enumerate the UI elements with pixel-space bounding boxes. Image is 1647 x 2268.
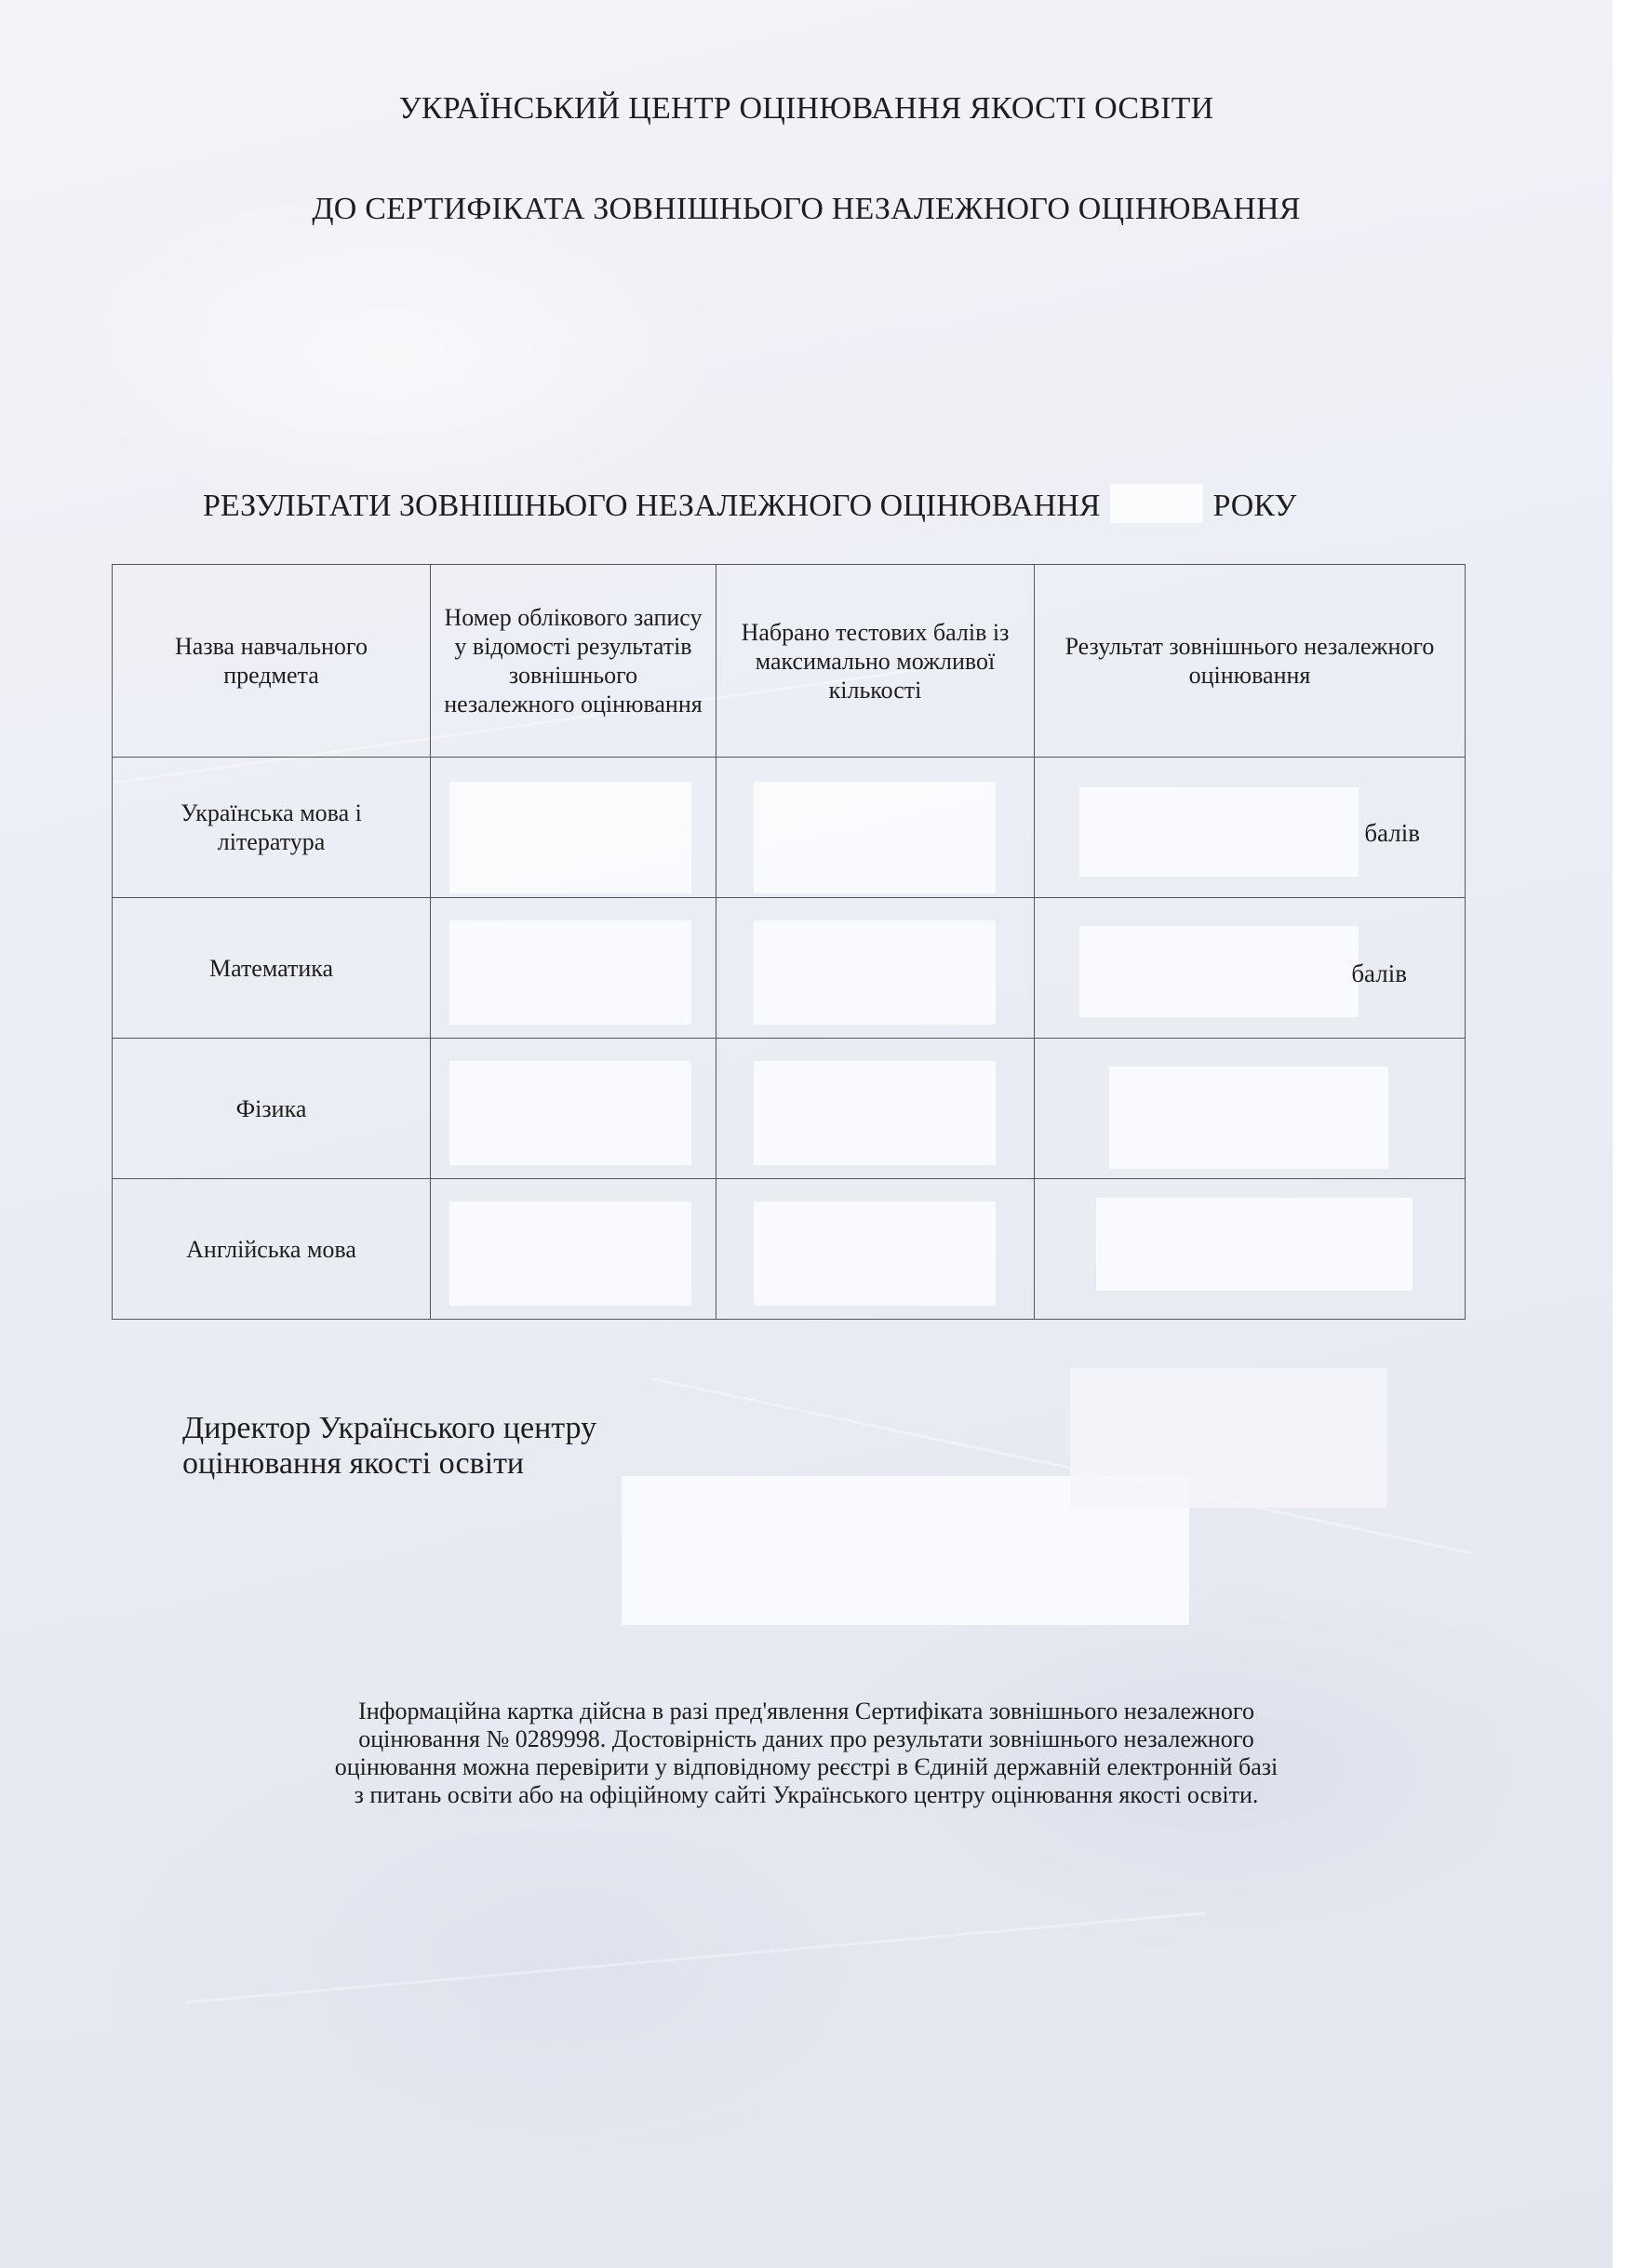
results-title-prefix: РЕЗУЛЬТАТИ ЗОВНІШНЬОГО НЕЗАЛЕЖНОГО ОЦІНЮВАННЯ <box>203 489 1101 523</box>
record-number-cell <box>431 758 716 898</box>
redaction <box>449 920 691 1025</box>
table-row <box>113 1179 1466 1320</box>
table-row <box>113 1039 1466 1179</box>
column-header-result: Результат зовнішнього незалежного оцінювання <box>1035 565 1466 758</box>
org-title: УКРАЇНСЬКИЙ ЦЕНТР ОЦІНЮВАННЯ ЯКОСТІ ОСВІТИ <box>398 91 1214 126</box>
results-title-suffix: РОКУ <box>1212 489 1297 523</box>
subject-cell: Українська мова і література <box>113 758 431 898</box>
redaction <box>754 1061 996 1165</box>
table-row <box>113 758 1466 898</box>
subject-cell: Математика <box>113 898 431 1039</box>
redaction <box>754 782 996 893</box>
redaction <box>449 1061 691 1165</box>
subject-cell: Фізика <box>113 1039 431 1179</box>
column-header-test-points: Набрано тестових балів із максимально можливої кількості <box>716 565 1035 758</box>
result-cell <box>1035 1179 1466 1320</box>
result-cell <box>1035 1039 1466 1179</box>
validity-note <box>0 1698 1613 1809</box>
certificate-subtitle: ДО СЕРТИФІКАТА ЗОВНІШНЬОГО НЕЗАЛЕЖНОГО ОЦІНЮВАННЯ <box>312 192 1301 226</box>
result-unit: балів <box>1364 819 1420 847</box>
redacted-year <box>1110 484 1203 523</box>
redaction <box>449 1201 691 1306</box>
note-line: з питань освіти або на офіційному сайті Українського центру оцінювання якості освіти. <box>354 1781 1259 1808</box>
redaction <box>449 782 691 893</box>
test-points-cell <box>716 898 1035 1039</box>
result-cell <box>1035 898 1466 1039</box>
paper-crease <box>186 1912 1206 2004</box>
test-points-cell <box>716 1039 1035 1179</box>
record-number-cell <box>431 1179 716 1320</box>
table-header-row <box>113 565 1466 758</box>
redaction <box>1079 926 1359 1017</box>
note-line: Інформаційна картка дійсна в разі пред'явлення Сертифіката зовнішнього незалежного <box>358 1698 1254 1724</box>
record-number-cell <box>431 1039 716 1179</box>
result-cell <box>1035 758 1466 898</box>
note-line: оцінювання можна перевірити у відповідному реєстрі в Єдиній державній електронній базі <box>334 1753 1279 1780</box>
column-header-subject: Назва навчального предмета <box>113 565 431 758</box>
redaction <box>754 1201 996 1306</box>
redaction <box>1079 787 1359 877</box>
record-number-cell <box>431 898 716 1039</box>
results-table <box>112 564 1466 1320</box>
director-title-line1: Директор Українського центру <box>182 1411 597 1445</box>
redaction <box>1096 1198 1413 1291</box>
director-title-line2: оцінювання якості освіти <box>182 1446 525 1481</box>
redaction <box>1109 1067 1388 1169</box>
redacted-stamp <box>1070 1368 1386 1508</box>
test-points-cell <box>716 758 1035 898</box>
test-points-cell <box>716 1179 1035 1320</box>
redaction <box>754 920 996 1025</box>
result-unit: балів <box>1351 960 1407 987</box>
note-line: оцінювання № 0289998. Достовірність даних про результати зовнішнього незалежного <box>358 1725 1254 1752</box>
director-signature-block <box>182 1411 596 1482</box>
table-row <box>113 898 1466 1039</box>
column-header-record-number: Номер облікового запису у відомості результатів зовнішнього незалежного оцінювання <box>431 565 716 758</box>
subject-cell: Англійська мова <box>113 1179 431 1320</box>
results-title <box>203 484 1296 524</box>
